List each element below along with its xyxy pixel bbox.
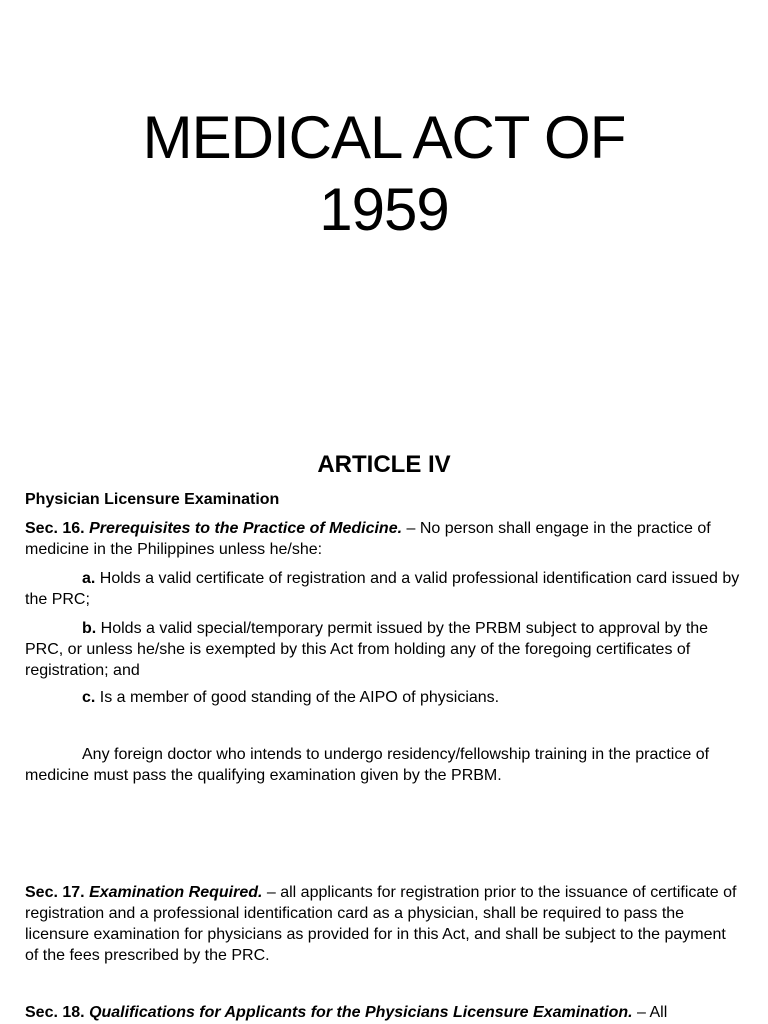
list-item-a-text: Holds a valid certificate of registration and a valid professional identification card issued by the PRC;	[25, 570, 740, 608]
section-subheading: Physician Licensure Examination	[25, 491, 280, 508]
section-17-text: – all applicants for registration prior to the issuance of certificate of registration and a professional identification card as a physician, shall be required to pass the licensure examination for physicians as provided for in this Act, and shall be subject to the payment of the fees prescribed by the PRC.	[25, 884, 737, 964]
section-18-heading: Qualifications for Applicants for the Physicians Licensure Examination.	[89, 1004, 633, 1021]
section-17-number: Sec. 17.	[25, 884, 85, 901]
document-title-line-1: MEDICAL ACT OF	[142, 104, 626, 171]
section-16-heading: Prerequisites to the Practice of Medicine.	[89, 520, 403, 537]
section-17-paragraph	[25, 882, 743, 966]
section-16-number: Sec. 16.	[25, 520, 85, 537]
list-item-b-text: Holds a valid special/temporary permit issued by the PRBM subject to approval by the PRC, or unless he/she is exempted by this Act from holding any of the foregoing certificates of registration; and	[25, 620, 709, 679]
list-item-c	[25, 687, 743, 708]
document-title	[0, 102, 768, 246]
section-16-paragraph	[25, 518, 743, 560]
list-item-b-marker: b.	[82, 620, 97, 637]
section-17-heading: Examination Required.	[89, 884, 263, 901]
list-item-a-marker: a.	[82, 570, 96, 587]
document-title-line-2: 1959	[319, 176, 449, 243]
section-18-number: Sec. 18.	[25, 1004, 85, 1021]
list-item-c-text: Is a member of good standing of the AIPO of physicians.	[95, 689, 500, 706]
list-item-b	[25, 618, 743, 681]
foreign-doctor-paragraph: Any foreign doctor who intends to undergo residency/fellowship training in the practice of medicine must pass the qualifying examination given by the PRBM.	[25, 746, 710, 784]
section-16-text: – No person shall engage in the practice of medicine in the Philippines unless he/she:	[25, 520, 711, 558]
section-18-paragraph	[25, 1002, 743, 1023]
article-heading: ARTICLE IV	[317, 451, 451, 478]
list-item-a	[25, 568, 743, 610]
section-18-text: – All	[632, 1004, 668, 1021]
list-item-c-marker: c.	[82, 689, 96, 706]
